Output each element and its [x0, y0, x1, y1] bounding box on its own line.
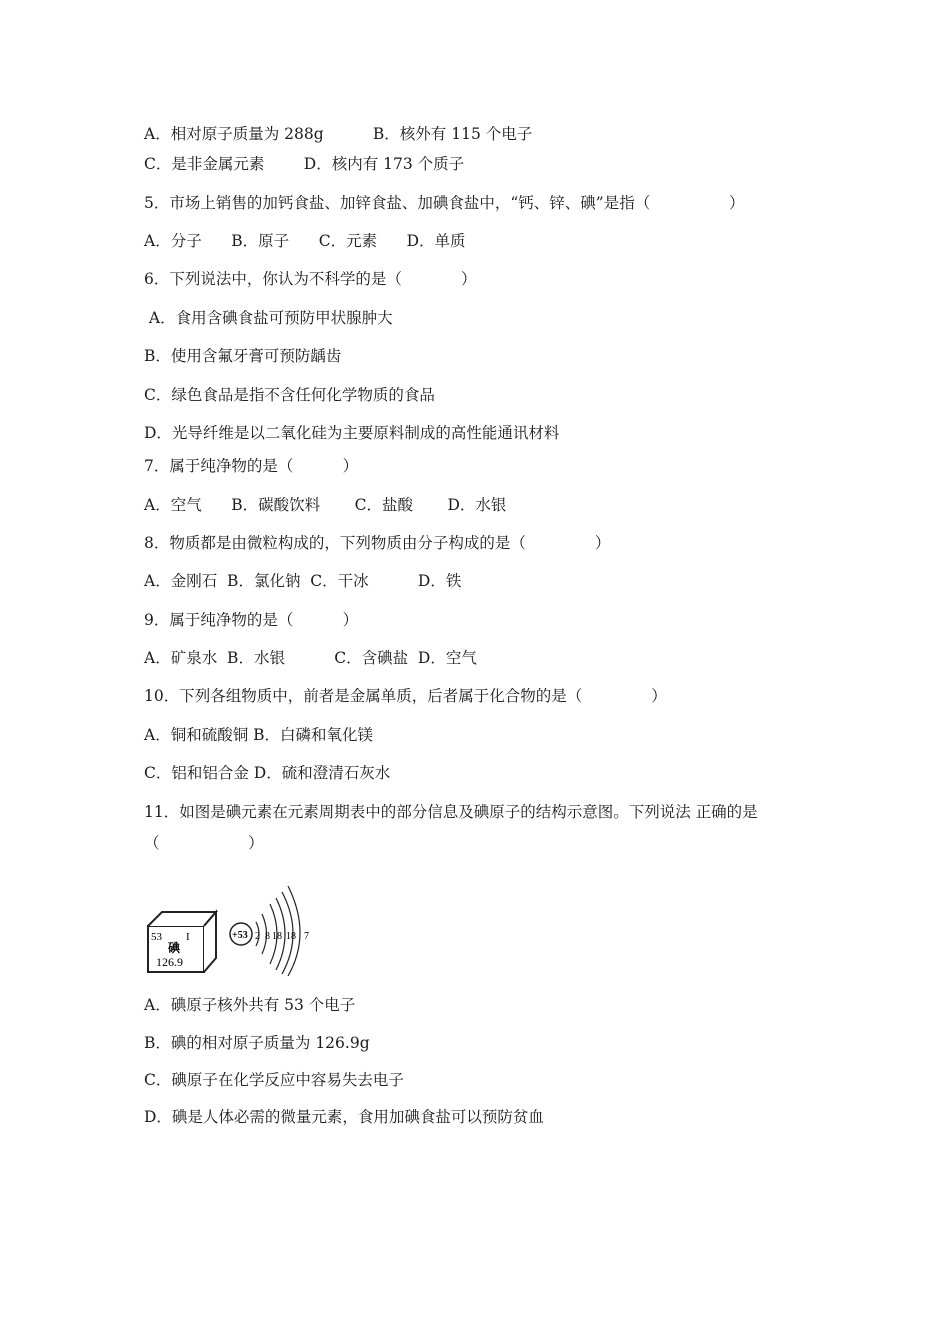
shell-5: 7: [304, 931, 309, 942]
option-line-4cd: C．是非金属元素 D．核内有 173 个质子: [144, 155, 465, 173]
option-6b: B．使用含氟牙膏可预防龋齿: [144, 347, 342, 365]
shell-1: 2: [255, 931, 260, 942]
option-11b: B．碘的相对原子质量为 126.9g: [144, 1034, 370, 1052]
option-10cd: C．铝和铝合金 D．硫和澄清石灰水: [144, 764, 391, 782]
option-10ab: A．铜和硫酸铜 B．白磷和氧化镁: [144, 726, 374, 744]
options-8: A．金刚石 B．氯化钠 C．干冰 D．铁: [144, 572, 462, 590]
shell-4: 18: [286, 931, 296, 942]
iodine-figure: [144, 878, 324, 976]
question-10: 10．下列各组物质中，前者是金属单质，后者属于化合物的是（ ）: [144, 687, 667, 705]
shell-2: 8: [265, 931, 270, 942]
options-7: A．空气 B．碳酸饮料 C．盐酸 D．水银: [144, 496, 507, 514]
shell-3: 18: [272, 931, 282, 942]
option-6d: D．光导纤维是以二氧化硅为主要原料制成的高性能通讯材料: [144, 424, 560, 442]
question-5: 5．市场上销售的加钙食盐、加锌食盐、加碘食盐中，“钙、锌、碘”是指（ ）: [144, 194, 745, 212]
option-11a: A．碘原子核外共有 53 个电子: [144, 996, 356, 1014]
option-11c: C．碘原子在化学反应中容易失去电子: [144, 1071, 404, 1089]
question-9: 9．属于纯净物的是（ ）: [144, 611, 359, 629]
option-6c: C．绿色食品是指不含任何化学物质的食品: [144, 386, 435, 404]
question-11-bracket: （ ）: [144, 834, 264, 852]
options-5: A．分子 B．原子 C．元素 D．单质: [144, 232, 466, 250]
nucleus-charge: +53: [232, 930, 248, 941]
question-8: 8．物质都是由微粒构成的，下列物质由分子构成的是（ ）: [144, 534, 611, 552]
iodine-diagram-svg: [144, 878, 324, 976]
atomic-mass: 126.9: [156, 955, 183, 969]
options-9: A．矿泉水 B．水银 C．含碘盐 D．空气: [144, 649, 477, 667]
element-card: [148, 912, 216, 972]
element-symbol: I: [186, 931, 190, 943]
option-11d: D．碘是人体必需的微量元素，食用加碘食盐可以预防贫血: [144, 1108, 544, 1126]
question-11: 11．如图是碘元素在元素周期表中的部分信息及碘原子的结构示意图。下列说法 正确的是: [144, 803, 758, 821]
option-6a: A．食用含碘食盐可预防甲状腺肿大: [144, 309, 393, 327]
atomic-number: 53: [151, 931, 162, 943]
question-6: 6．下列说法中，你认为不科学的是（ ）: [144, 270, 477, 288]
atom-structure: [230, 886, 309, 976]
question-7: 7．属于纯净物的是（ ）: [144, 457, 359, 475]
option-line-4ab: A．相对原子质量为 288g B．核外有 115 个电子: [144, 125, 533, 143]
element-name: 碘: [168, 941, 181, 955]
